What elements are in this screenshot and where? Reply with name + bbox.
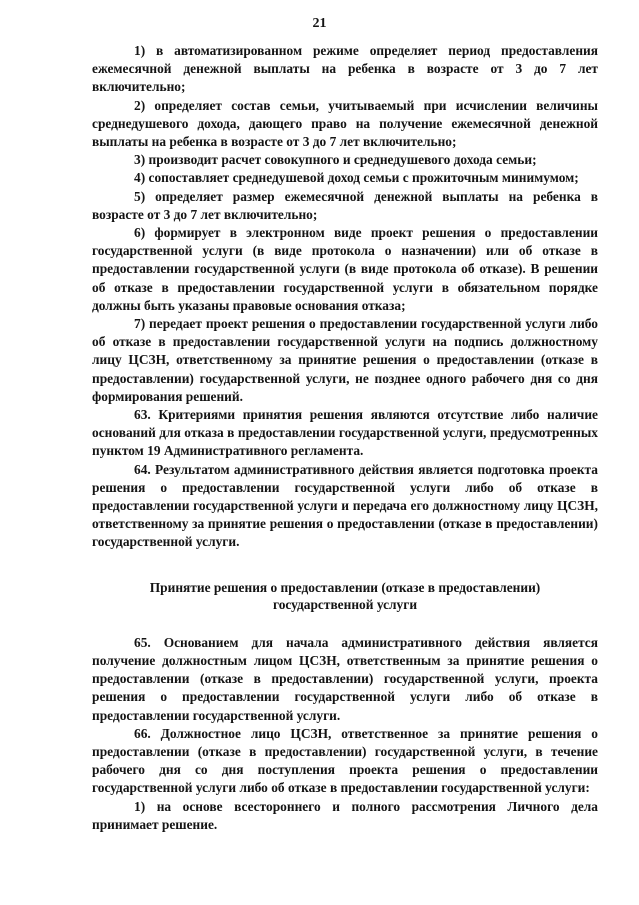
paragraph-7: 7) передает проект решения о предоставлении государственной услуги либо об отказе в предоставлении государственной услуги на подпись должностному лицу ЦСЗН, ответственному за принятие решения о предоставлении (отказе в предоставлении) государственной услуги, не позднее одного рабочего дня со дня формирования решений. — [92, 316, 598, 404]
paragraph-63: 63. Критериями принятия решения являются отсутствие либо наличие оснований для отказа в предоставлении государственной услуги, предусмотренных пунктом 19 Административного регламента. — [92, 407, 598, 459]
paragraph-2: 2) определяет состав семьи, учитываемый при исчислении величины среднедушевого дохода, дающего право на получение ежемесячной денежной выплаты на ребенка в возрасте от 3 до 7 лет включительно; — [92, 97, 598, 150]
paragraph-66: 66. Должностное лицо ЦСЗН, ответственное за принятие решения о предоставлении (отказе в предоставлении) государственной услуги, в течение рабочего дня со дня поступления проекта решения о предоставлении государственной услуги либо об отказе в предоставлении государственной услуги: — [92, 725, 598, 796]
paragraph-1: 1) в автоматизированном режиме определяет период предоставления ежемесячной денежной выплаты на ребенка в возрасте от 3 до 7 лет включительно; — [92, 43, 598, 95]
paragraph-5: 5) определяет размер ежемесячной денежной выплаты на ребенка в возрасте от 3 до 7 лет включительно; — [92, 188, 598, 222]
paragraph-64: 64. Результатом административного действия является подготовка проекта решения о предоставлении государственной услуги либо об отказе в предоставлении государственной услуги и передача его должностному лицу ЦСЗН, ответственному за принятие решения о предоставлении (отказе в предоставлении) государственной услуги. — [92, 461, 598, 550]
page-number: 21 — [312, 16, 327, 31]
section-heading: Принятие решения о предоставлении (отказе в предоставлении) государственной услуги — [149, 579, 541, 613]
paragraph-4: 4) сопоставляет среднедушевой доход семьи с прожиточным минимумом; — [134, 170, 579, 186]
paragraph-3: 3) производит расчет совокупного и среднедушевого дохода семьи; — [134, 152, 537, 168]
paragraph-6: 6) формирует в электронном виде проект решения о предоставлении государственной услуги (в виде протокола о назначении) или об отказе в предоставлении государственной услуги (в виде протокола об отказе). В решении об отказе в предоставлении государственной услуги в обязательном порядке должны быть указаны правовые основания отказа; — [92, 225, 598, 313]
paragraph-65: 65. Основанием для начала административного действия является получение должностным лицом ЦСЗН, ответственным за принятие решения о предоставлении (отказе в предоставлении) государственной услуги, проекта решения о предоставлении государственной услуги либо об отказе в предоставлении государственной услуги. — [92, 634, 598, 723]
document-body — [92, 42, 598, 834]
paragraph-66-1: 1) на основе всестороннего и полного рассмотрения Личного дела принимает решение. — [92, 798, 598, 832]
